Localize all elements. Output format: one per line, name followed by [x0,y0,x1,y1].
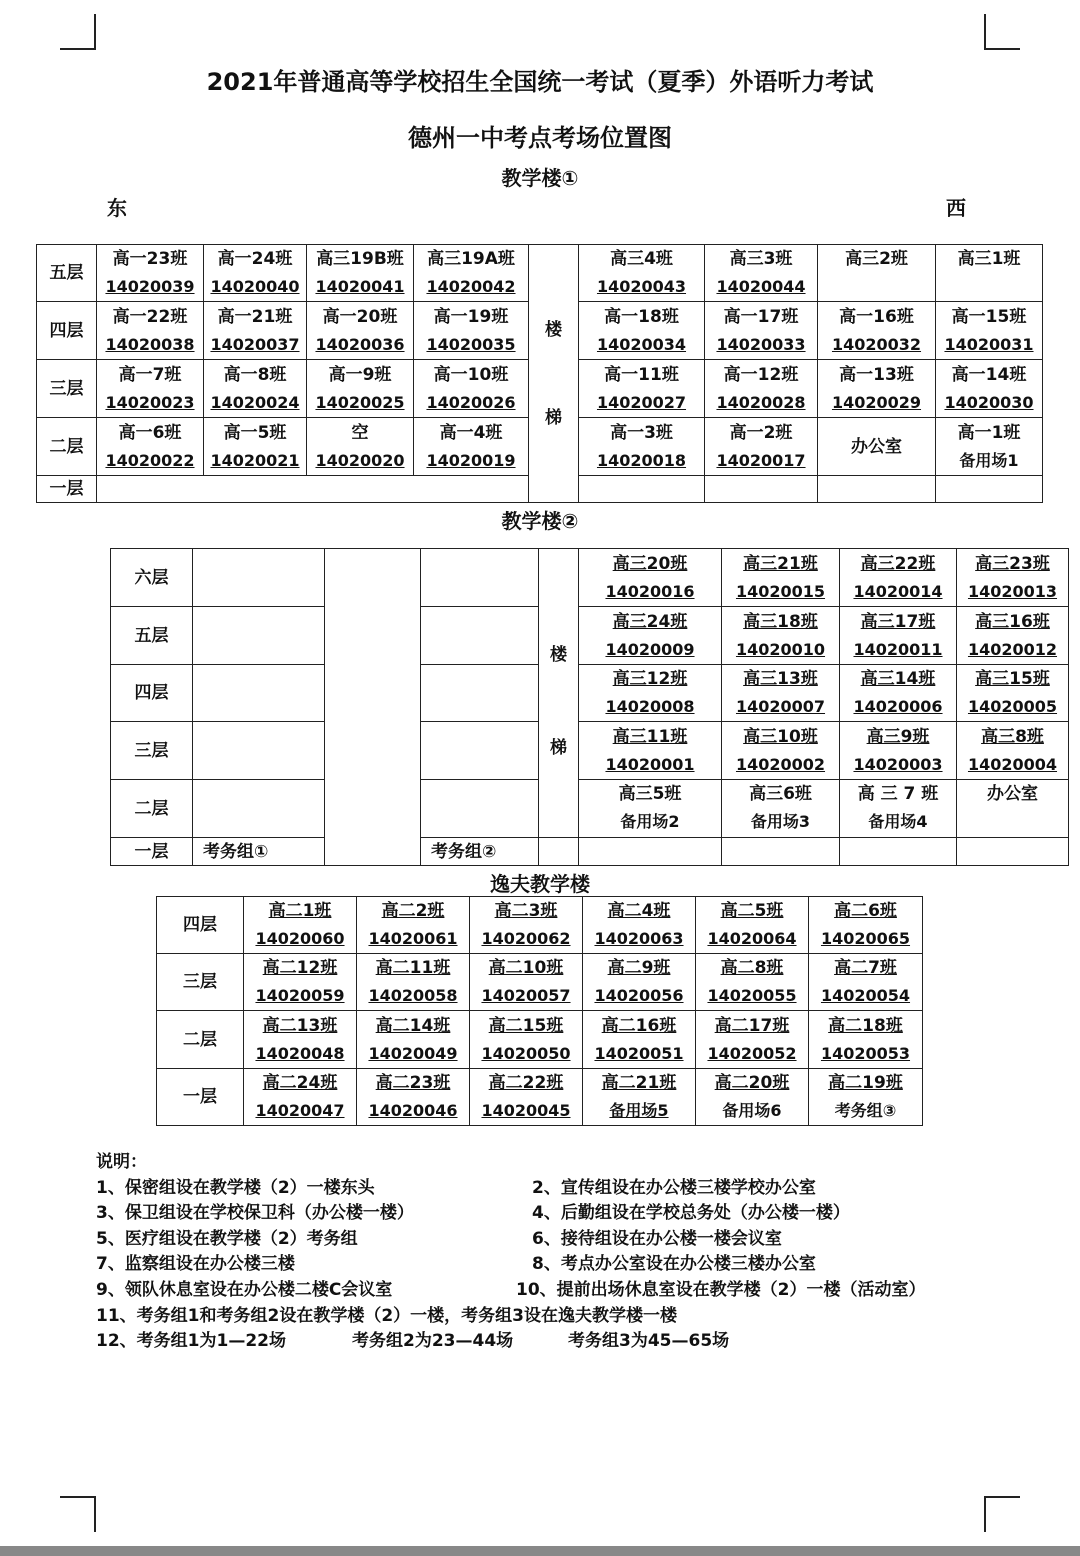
notes-row [96,1227,1016,1253]
room-cell: 高二11班 14020058 [357,954,470,1011]
notes-heading-row [96,1150,1016,1176]
room-cell: 高一18班 14020034 [579,302,705,360]
room-cell: 高三8班 14020004 [957,722,1069,780]
building1-row-3 [37,360,1043,418]
empty-cell [957,838,1069,866]
room-cell: 高一24班 14020040 [204,245,307,302]
note-item: 12、考务组1为1—22场 [96,1331,286,1352]
room-cell: 高一14班 14020030 [936,360,1043,418]
notes-row [96,1252,1016,1278]
note-item: 11、考务组1和考务组2设在教学楼（2）一楼，考务组3设在逸夫教学楼一楼 [96,1305,677,1326]
room-cell: 高二21班 备用场5 [583,1069,696,1126]
room-cell: 高二2班 14020061 [357,897,470,954]
room-cell: 高一21班 14020037 [204,302,307,360]
room-cell: 高三13班 14020007 [722,665,840,722]
empty-cell [193,607,325,665]
empty-cell [421,549,539,607]
note-item: 7、监察组设在办公楼三楼 [96,1254,295,1275]
floor-label: 一层 [111,838,193,866]
stair-label: 楼 [529,245,579,360]
building3-title: 逸夫教学楼 [490,872,590,896]
room-cell: 高一17班 14020033 [705,302,818,360]
room-cell: 高二12班 14020059 [244,954,357,1011]
room-cell: 高三3班 14020044 [705,245,818,302]
room-cell: 高一8班 14020024 [204,360,307,418]
room-cell: 高二16班 14020051 [583,1011,696,1069]
building3-row-2 [157,1011,923,1069]
empty-cell [193,780,325,838]
room-cell: 高二3班 14020062 [470,897,583,954]
empty-cell [936,476,1043,503]
building1-row-5 [37,245,1043,302]
page-subtitle: 德州一中考点考场位置图 [408,124,672,152]
crop-mark-bottom-right [984,1496,1020,1532]
floor-label: 五层 [37,245,97,302]
room-cell: 高三1班 [936,245,1043,302]
room-cell: 高三16班 14020012 [957,607,1069,665]
notes-heading: 说明： [96,1152,147,1172]
empty-cell [539,838,579,866]
page-bottom-strip [0,1546,1080,1556]
note-item: 2、宣传组设在办公楼三楼学校办公室 [532,1177,816,1198]
room-cell: 高二24班 14020047 [244,1069,357,1126]
room-cell: 高三20班 14020016 [579,549,722,607]
room-cell: 高二6班 14020065 [809,897,923,954]
floor-label: 四层 [111,665,193,722]
note-item: 6、接待组设在办公楼一楼会议室 [532,1228,782,1249]
floor-label: 三层 [111,722,193,780]
floor-label: 一层 [157,1069,244,1126]
note-item: 考务组3为45—65场 [568,1331,730,1352]
crop-mark-top-right [984,14,1020,50]
note-item: 8、考点办公室设在办公楼三楼办公室 [532,1254,816,1275]
building3-row-4 [157,897,923,954]
room-cell: 高二15班 14020050 [470,1011,583,1069]
room-cell: 高一20班 14020036 [307,302,414,360]
building3-row-3 [157,954,923,1011]
room-cell: 高三4班 14020043 [579,245,705,302]
room-cell: 高一10班 14020026 [414,360,529,418]
empty-cell [421,665,539,722]
room-cell: 高二8班 14020055 [696,954,809,1011]
room-cell: 高三18班 14020010 [722,607,840,665]
room-cell: 高三15班 14020005 [957,665,1069,722]
room-cell: 办公室 [818,418,936,476]
notes-row [96,1278,1016,1304]
room-cell: 高一13班 14020029 [818,360,936,418]
stair-label: 楼 [539,549,579,722]
empty-cell [579,838,722,866]
room-cell: 高三5班 备用场2 [579,780,722,838]
building2-row-2 [111,780,1069,838]
room-cell: 高一15班 14020031 [936,302,1043,360]
note-item: 10、提前出场休息室设在教学楼（2）一楼（活动室） [516,1279,926,1300]
room-cell: 高二19班 考务组③ [809,1069,923,1126]
floor-label: 三层 [37,360,97,418]
stair-label: 梯 [539,722,579,838]
room-cell: 高三17班 14020011 [840,607,957,665]
room-cell: 高一7班 14020023 [97,360,204,418]
building1-title: 教学楼① [501,166,579,190]
empty-cell [840,838,957,866]
room-cell: 高三11班 14020001 [579,722,722,780]
page-title: 2021年普通高等学校招生全国统一考试（夏季）外语听力考试 [206,68,874,96]
room-cell: 高二4班 14020063 [583,897,696,954]
room-cell: 高一9班 14020025 [307,360,414,418]
floor-label: 三层 [157,954,244,1011]
note-item: 3、保卫组设在学校保卫科（办公楼一楼） [96,1203,414,1224]
room-cell: 高一5班 14020021 [204,418,307,476]
notes-section [96,1150,1016,1355]
building2-row-3 [111,722,1069,780]
floor-label: 二层 [111,780,193,838]
room-cell: 高二23班 14020046 [357,1069,470,1126]
crop-mark-top-left [60,14,96,50]
room-cell: 高一2班 14020017 [705,418,818,476]
notes-row [96,1201,1016,1227]
room-cell: 办公室 [957,780,1069,838]
notes-row [96,1329,1016,1355]
room-cell: 高一4班 14020019 [414,418,529,476]
crop-mark-bottom-left [60,1496,96,1532]
room-cell: 高二7班 14020054 [809,954,923,1011]
room-cell: 高二13班 14020048 [244,1011,357,1069]
building2-table [110,548,1069,866]
floor-label: 四层 [37,302,97,360]
room-cell: 高三19B班 14020041 [307,245,414,302]
empty-cell [421,722,539,780]
building2-title: 教学楼② [501,509,579,533]
room-cell: 高三24班 14020009 [579,607,722,665]
direction-west: 西 [946,196,966,220]
room-cell: 高一1班 备用场1 [936,418,1043,476]
empty-cell [193,549,325,607]
empty-cell [421,607,539,665]
room-cell: 高 三 7 班 备用场4 [840,780,957,838]
room-cell: 高一23班 14020039 [97,245,204,302]
note-item: 4、后勤组设在学校总务处（办公楼一楼） [532,1203,850,1224]
empty-cell [722,838,840,866]
empty-cell [579,476,705,503]
empty-cell [818,476,936,503]
room-cell: 高二14班 14020049 [357,1011,470,1069]
room-cell: 高三6班 备用场3 [722,780,840,838]
room-cell: 高一11班 14020027 [579,360,705,418]
room-cell: 高三10班 14020002 [722,722,840,780]
room-cell: 高三2班 [818,245,936,302]
note-item: 5、医疗组设在教学楼（2）考务组 [96,1228,358,1249]
empty-cell [97,476,529,503]
room-cell: 高三23班 14020013 [957,549,1069,607]
room-cell: 高一16班 14020032 [818,302,936,360]
building3-row-1 [157,1069,923,1126]
building2-row-4 [111,665,1069,722]
building2-row-1 [111,838,1069,866]
empty-column [325,549,421,866]
building1-table [36,244,1043,503]
room-cell: 高二18班 14020053 [809,1011,923,1069]
floor-label: 二层 [157,1011,244,1069]
floor-label: 四层 [157,897,244,954]
room-cell: 高三19A班 14020042 [414,245,529,302]
room-cell: 高三14班 14020006 [840,665,957,722]
empty-cell [193,665,325,722]
room-cell: 高三21班 14020015 [722,549,840,607]
exam-affairs-group-1: 考务组① [193,838,325,866]
room-cell: 高一3班 14020018 [579,418,705,476]
building2-row-5 [111,607,1069,665]
floor-label: 五层 [111,607,193,665]
room-cell: 高一12班 14020028 [705,360,818,418]
floor-label: 二层 [37,418,97,476]
direction-east: 东 [107,196,127,220]
room-cell: 高二1班 14020060 [244,897,357,954]
room-cell: 高一6班 14020022 [97,418,204,476]
room-cell: 高二20班 备用场6 [696,1069,809,1126]
room-cell: 高二5班 14020064 [696,897,809,954]
stair-label: 梯 [529,360,579,503]
note-item: 9、领队休息室设在办公楼二楼C会议室 [96,1279,393,1300]
notes-row [96,1304,1016,1330]
room-cell: 高二10班 14020057 [470,954,583,1011]
room-cell: 高一19班 14020035 [414,302,529,360]
room-cell: 高二22班 14020045 [470,1069,583,1126]
empty-cell [193,722,325,780]
room-cell: 高三9班 14020003 [840,722,957,780]
building2-row-6 [111,549,1069,607]
exam-affairs-group-2: 考务组② [421,838,539,866]
notes-row [96,1176,1016,1202]
room-cell: 高二9班 14020056 [583,954,696,1011]
floor-label: 六层 [111,549,193,607]
empty-cell [421,780,539,838]
floor-label: 一层 [37,476,97,503]
room-cell: 空 14020020 [307,418,414,476]
empty-cell [705,476,818,503]
room-cell: 高一22班 14020038 [97,302,204,360]
room-cell: 高二17班 14020052 [696,1011,809,1069]
room-cell: 高三12班 14020008 [579,665,722,722]
note-item: 考务组2为23—44场 [352,1331,514,1352]
building3-table [156,896,923,1126]
room-cell: 高三22班 14020014 [840,549,957,607]
note-item: 1、保密组设在教学楼（2）一楼东头 [96,1177,375,1198]
